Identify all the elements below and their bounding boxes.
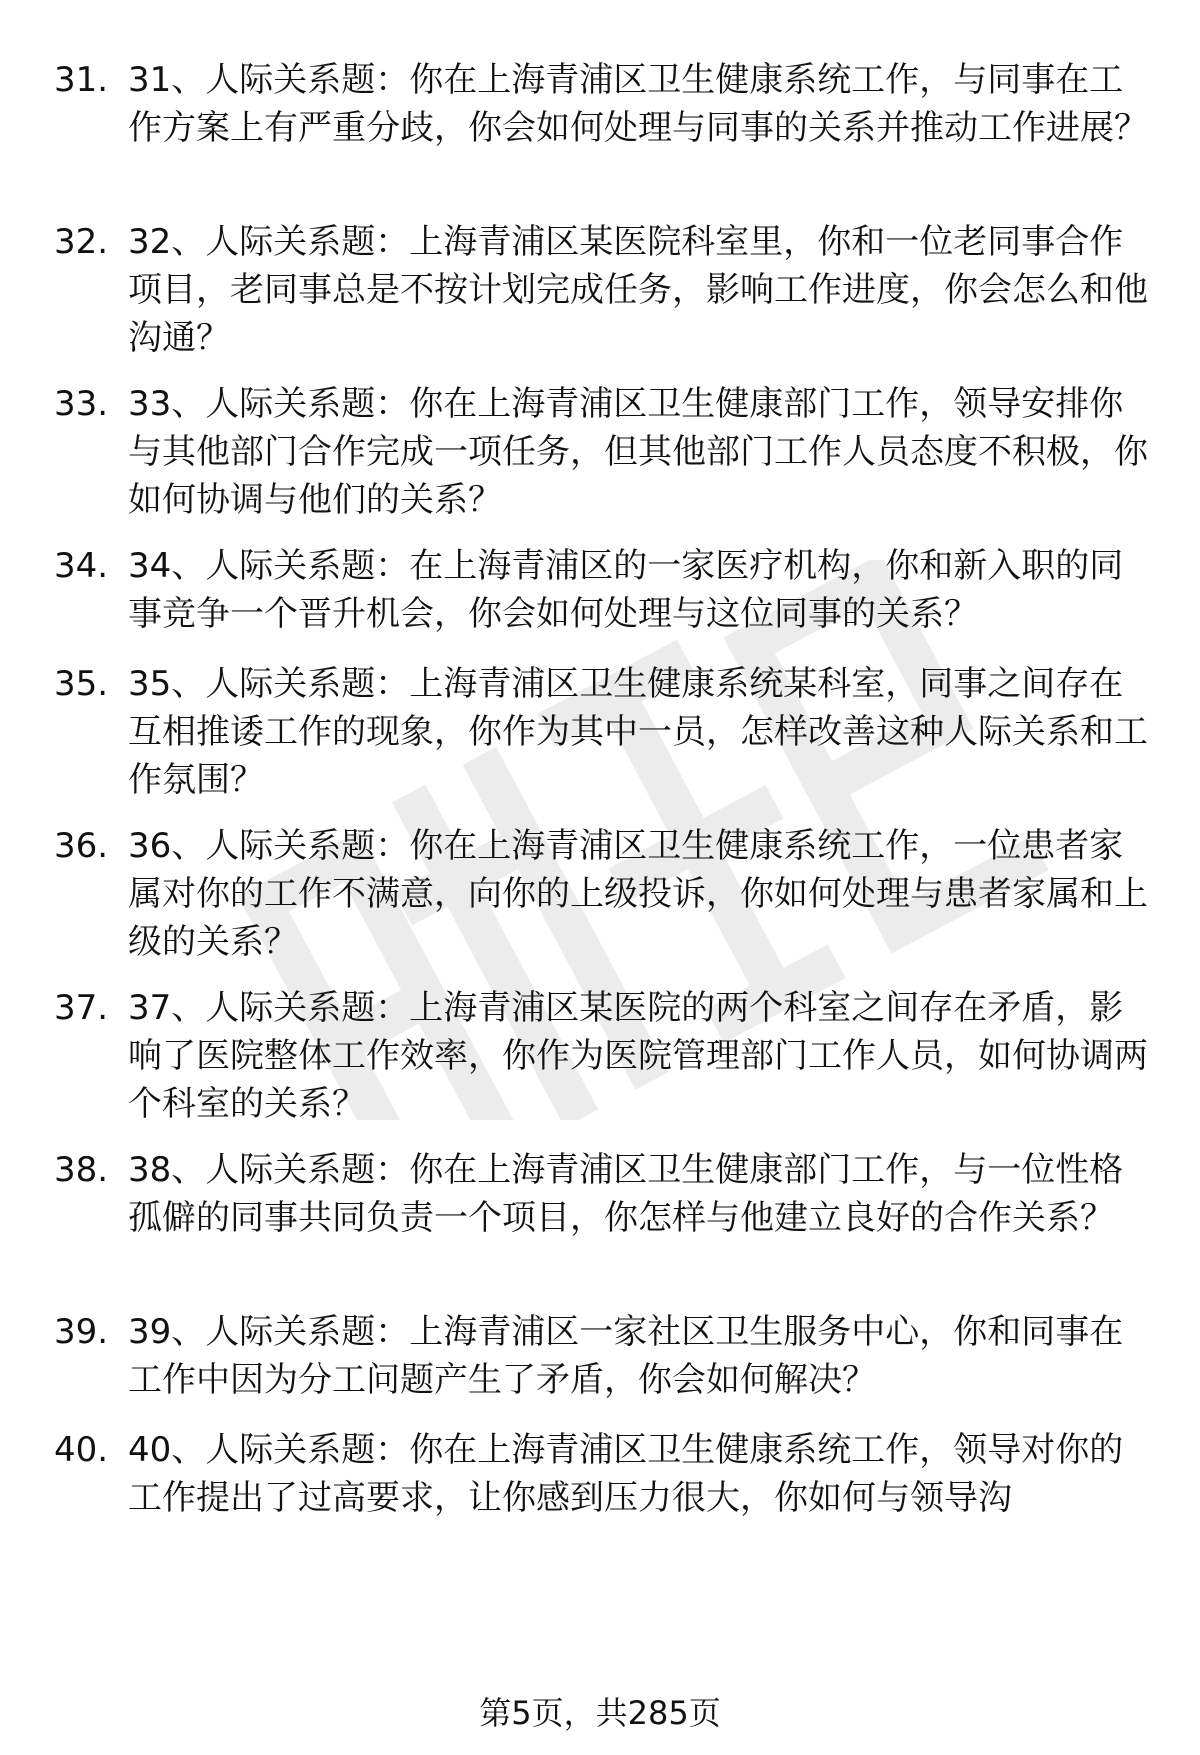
item-number: 35.	[54, 664, 109, 704]
question-text: 38、人际关系题：你在上海青浦区卫生健康部门工作，与一位性格孤僻的同事共同负责一个项目，你怎样与他建立良好的合作关系？	[128, 1150, 1124, 1238]
item-number: 31.	[54, 60, 109, 100]
question-text: 31、人际关系题：你在上海青浦区卫生健康系统工作，与同事在工作方案上有严重分歧，你会如何处理与同事的关系并推动工作进展？	[128, 60, 1148, 148]
question-text: 32、人际关系题：上海青浦区某医院科室里，你和一位老同事合作项目，老同事总是不按计划完成任务，影响工作进度，你会怎么和他沟通？	[128, 222, 1148, 358]
item-number: 34.	[54, 546, 109, 586]
item-number: 38.	[54, 1150, 109, 1190]
question-text: 40、人际关系题：你在上海青浦区卫生健康系统工作，领导对你的工作提出了过高要求，让你感到压力很大，你如何与领导沟	[128, 1430, 1124, 1518]
question-text: 34、人际关系题：在上海青浦区的一家医疗机构，你和新入职的同事竞争一个晋升机会，你会如何处理与这位同事的关系？	[128, 546, 1124, 634]
item-number: 39.	[54, 1312, 109, 1352]
item-number: 32.	[54, 222, 109, 262]
question-text: 37、人际关系题：上海青浦区某医院的两个科室之间存在矛盾，影响了医院整体工作效率，你作为医院管理部门工作人员，如何协调两个科室的关系？	[128, 988, 1148, 1124]
item-number: 37.	[54, 988, 109, 1028]
item-number: 40.	[54, 1430, 109, 1470]
question-text: 36、人际关系题：你在上海青浦区卫生健康系统工作，一位患者家属对你的工作不满意，向你的上级投诉，你如何处理与患者家属和上级的关系？	[128, 826, 1148, 962]
question-text: 39、人际关系题：上海青浦区一家社区卫生服务中心，你和同事在工作中因为分工问题产生了矛盾，你会如何解决？	[128, 1312, 1124, 1400]
question-text: 33、人际关系题：你在上海青浦区卫生健康部门工作，领导安排你与其他部门合作完成一项任务，但其他部门工作人员态度不积极，你如何协调与他们的关系？	[128, 384, 1148, 520]
question-text: 35、人际关系题：上海青浦区卫生健康系统某科室，同事之间存在互相推诿工作的现象，你作为其中一员，怎样改善这种人际关系和工作氛围？	[128, 664, 1148, 800]
page-footer: 第5页，共285页	[479, 1694, 721, 1732]
item-number: 33.	[54, 384, 109, 424]
item-number: 36.	[54, 826, 109, 866]
